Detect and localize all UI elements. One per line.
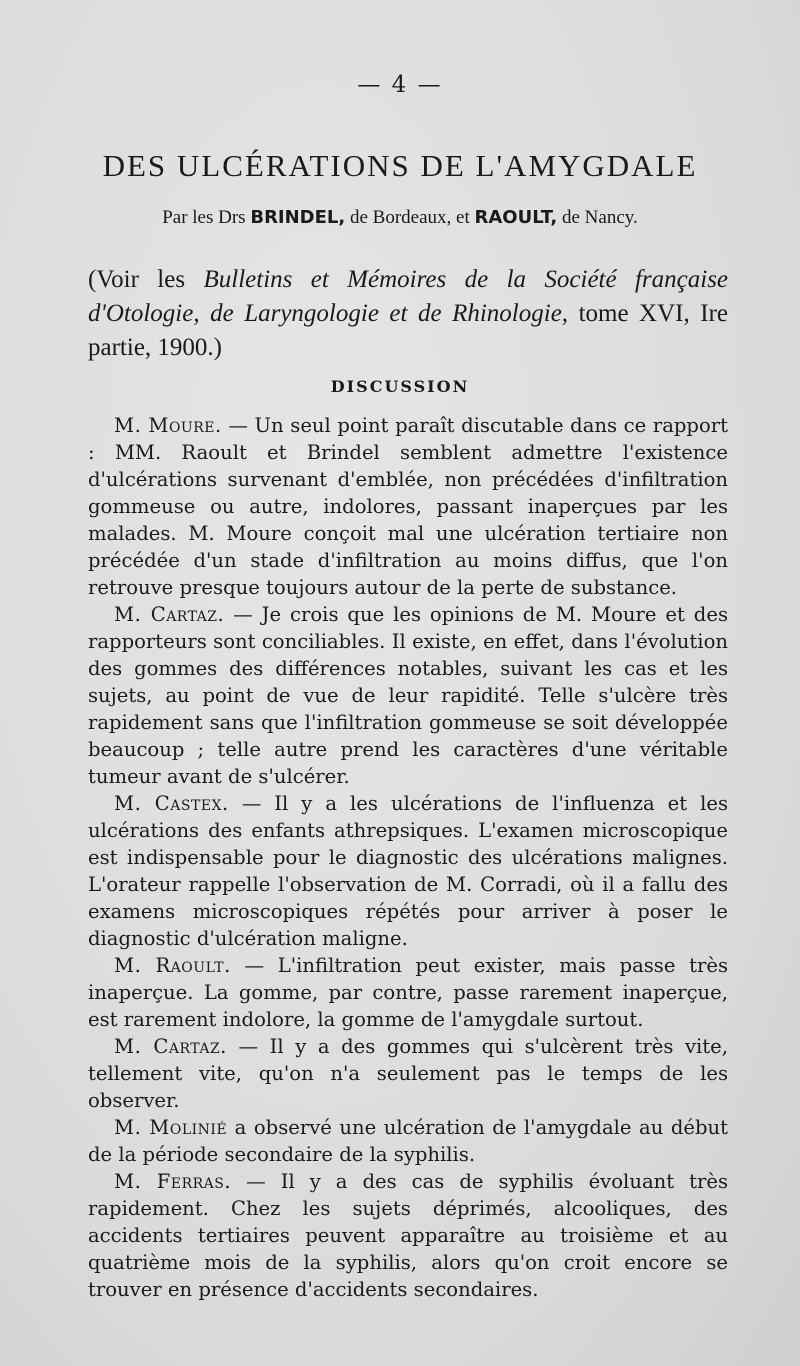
authors-prefix: Par les Drs [162, 207, 246, 228]
paragraph-text: — Un seul point paraît discutable dans ce rapport : MM. Raoult et Brindel semblent admettre l'existence d'ulcérations survenant d'emblée, non précédées d'infiltration gommeuse ou autre, indolores, passant inaperçues par les malades. M. Moure conçoit mal une ulcération tertiaire non précédée d'un stade d'infiltration au moins diffus, que l'on retrouve presque toujours autour de la perte de substance. [88, 414, 728, 599]
paragraph-text: a observé une ulcération de l'amygdale au début de la période secondaire de la syphilis. [88, 1116, 728, 1166]
speaker-name: M. Cartaz. [114, 603, 225, 626]
paragraph-molinie [88, 1114, 728, 1168]
paragraph-ferras [88, 1168, 728, 1303]
paragraph-cartaz-1 [88, 601, 728, 790]
paragraph-text: — L'infiltration peut exister, mais passe très inaperçue. La gomme, par contre, passe rarement inaperçue, est rarement indolore, la gomme de l'amygdale surtout. [88, 954, 728, 1031]
reference-part-1: (Voir les [88, 266, 186, 293]
discussion-heading: DISCUSSION [330, 377, 470, 396]
reference-journal-title: Bulletins et Mémoires de la Société française d'Otologie, de Laryngologie et de Rhinologie, [88, 266, 729, 327]
speaker-name: M. Molinié [114, 1116, 228, 1139]
author-place-1: de Bordeaux, et [349, 207, 470, 228]
page-number: — 4 — [357, 72, 443, 98]
speaker-name: M. Ferras. [114, 1170, 232, 1193]
speaker-name: M. Raoult. [114, 954, 231, 977]
paragraph-text: — Je crois que les opinions de M. Moure et des rapporteurs sont conciliables. Il existe, en effet, dans l'évolution des gommes des différences notables, suivant les cas et les sujets, au point de vue de leur rapidité. Telle s'ulcère très rapidement sans que l'infiltration gommeuse se soit développée beaucoup ; telle autre prend les caractères d'une véritable tumeur avant de s'ulcérer. [88, 603, 728, 788]
paragraph-text: — Il y a des gommes qui s'ulcèrent très vite, tellement vite, qu'on n'a seulement pas le temps de les observer. [88, 1035, 728, 1112]
paragraph-raoult [88, 952, 728, 1033]
speaker-name: M. Cartaz. [114, 1035, 227, 1058]
author-raoult: RAOULT, [474, 207, 558, 228]
paragraph-castex [88, 790, 728, 952]
reference-note [88, 263, 728, 365]
speaker-name: M. Castex. [114, 792, 229, 815]
author-line [0, 207, 800, 229]
speaker-name: M. Moure. [114, 414, 222, 437]
paragraph-text: — Il y a des cas de syphilis évoluant très rapidement. Chez les sujets déprimés, alcooliques, des accidents tertiaires peuvent apparaître au troisième et au quatrième mois de la syphilis, alors qu'on croit encore se trouver en présence d'accidents secondaires. [88, 1170, 728, 1301]
author-place-2: de Nancy. [562, 207, 638, 228]
author-brindel: BRINDEL, [250, 207, 346, 228]
discussion-body [88, 412, 728, 1303]
paragraph-moure [88, 412, 728, 601]
paragraph-text: — Il y a les ulcérations de l'influenza et les ulcérations des enfants athrepsiques. L'examen microscopique est indispensable pour le diagnostic des ulcérations malignes. L'orateur rappelle l'observation de M. Corradi, où il a fallu des examens microscopiques répétés pour arriver à poser le diagnostic d'ulcération maligne. [88, 792, 728, 950]
paragraph-cartaz-2 [88, 1033, 728, 1114]
reference-part-2: tome XVI, Ire partie, 1900.) [88, 300, 728, 361]
article-title: DES ULCÉRATIONS DE L'AMYGDALE [102, 148, 698, 183]
